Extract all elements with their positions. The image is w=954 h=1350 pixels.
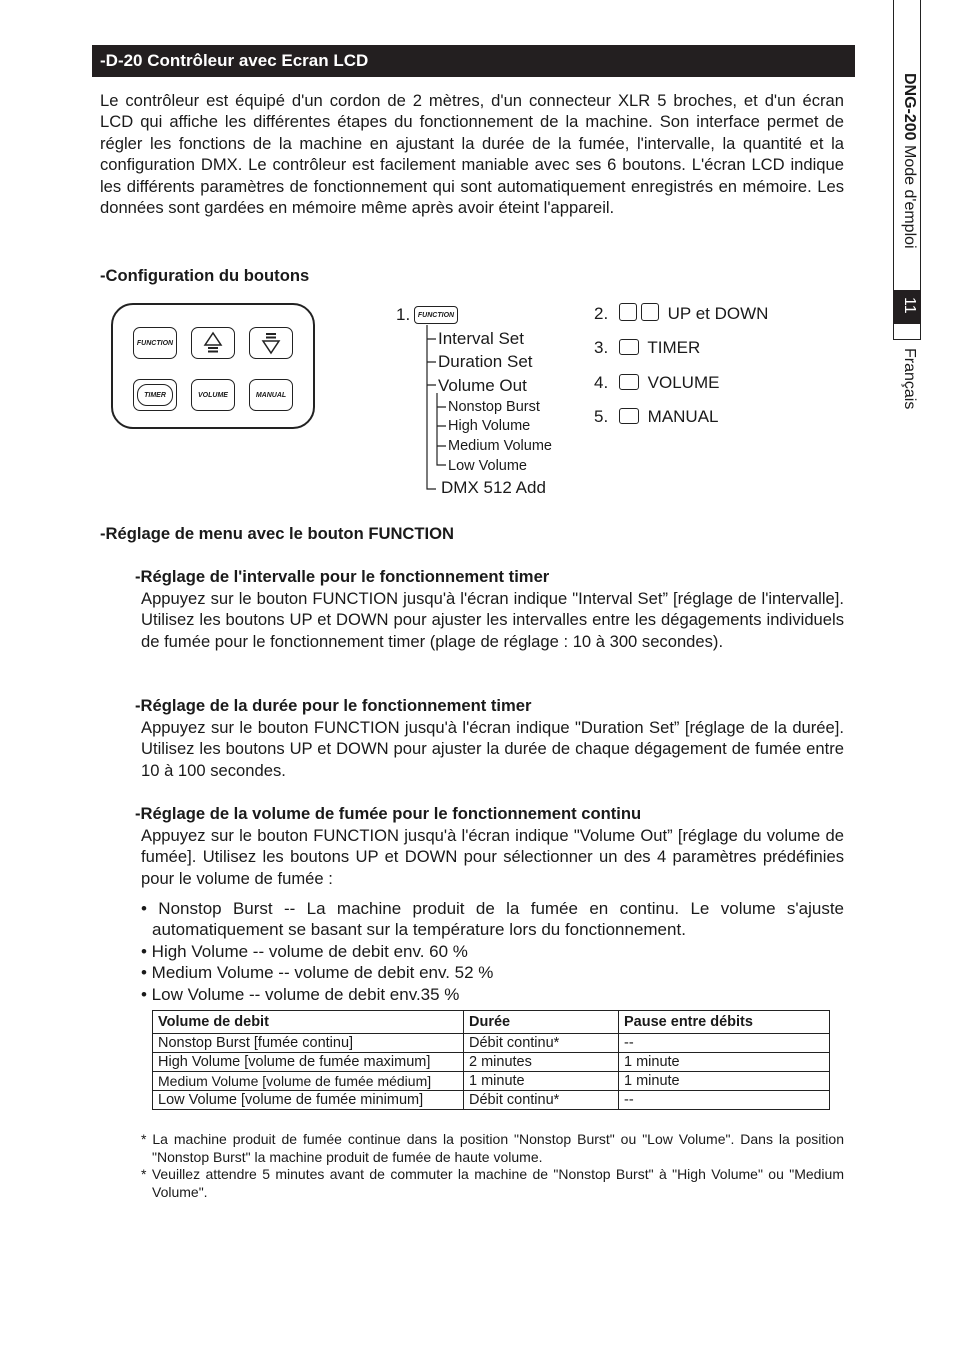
menu-heading: -Réglage de menu avec le bouton FUNCTION <box>100 524 455 543</box>
table-cell: 1 minute <box>619 1053 830 1072</box>
table-cell: -- <box>619 1034 830 1053</box>
table-row <box>153 1034 830 1053</box>
side-model: DNG-200 <box>901 73 918 141</box>
config-heading: -Configuration du boutons <box>100 266 310 285</box>
table-cell: 1 minute <box>464 1072 619 1091</box>
table-cell: Nonstop Burst [fumée continu] <box>153 1034 464 1053</box>
menu-item-volume-out: Volume Out <box>438 376 527 395</box>
section-interval-text: Appuyez sur le bouton FUNCTION jusqu'à l'écran indique "Interval Set” [réglage de l'intervalle]. Utilisez les boutons UP et DOWN pour ajuster les intervalles entre les dégagements individuels de fumée pour le fonctionnement timer (plage de réglage : 10 à 300 secondes). <box>141 589 844 651</box>
side-language: Français <box>901 348 918 410</box>
function-button-icon <box>133 327 177 359</box>
side-manual: Mode d'emploi <box>901 145 918 249</box>
bullet-medium-volume: • Medium Volume -- volume de debit env. 52 % <box>141 963 494 983</box>
down-button-icon <box>249 327 293 359</box>
volume-button-icon <box>191 379 235 411</box>
menu-item-interval-set: Interval Set <box>438 329 524 348</box>
table-row <box>153 1091 830 1110</box>
submenu-low-volume: Low Volume <box>448 458 527 474</box>
up-button-icon <box>191 327 235 359</box>
button-item-number: 4. <box>594 373 609 392</box>
side-model-manual <box>900 73 918 249</box>
submenu-high-volume: High Volume <box>448 418 531 434</box>
intro-paragraph: Le contrôleur est équipé d'un cordon de 2 mètres, d'un connecteur XLR 5 broches, et d'un écran LCD qui affiche les différentes étapes du fonctionnement de la machine. Son interface permet de régler les fonctions de la machine en ajustant la durée de la fumée, l'intervalle, la quantité et la configuration DMX. Le contrôleur est facilement maniable avec ses 6 boutons. L'écran LCD indique les différents paramètres de fonctionnement qui sont automatiquement enregistrés en mémoire. Les données sont gardées en mémoire même après avoir éteint l'appareil. <box>100 91 844 218</box>
volume-small-icon <box>619 374 639 390</box>
button-item-number: 3. <box>594 338 609 357</box>
table-cell: Medium Volume [volume de fumée médium] <box>153 1072 464 1091</box>
function-small-icon-label: FUNCTION <box>417 311 455 319</box>
table-header: Pause entre débits <box>619 1011 830 1034</box>
menu-item-dmx-512: DMX 512 Add <box>441 478 546 497</box>
button-item-label: VOLUME <box>647 373 720 392</box>
submenu-nonstop-burst: Nonstop Burst <box>448 399 540 415</box>
down-small-icon <box>641 303 659 321</box>
section-duration-text: Appuyez sur le bouton FUNCTION jusqu'à l'écran indique "Duration Set” [réglage de la durée]. Utilisez les boutons UP et DOWN pour ajuster la durée de chaque dégagement de fumée entre 10 à 100 secondes. <box>141 718 844 780</box>
table-header: Volume de debit <box>153 1011 464 1034</box>
manual-button-icon <box>249 379 293 411</box>
up-small-icon <box>619 303 637 321</box>
button-item-label: MANUAL <box>647 407 719 426</box>
table-row <box>153 1053 830 1072</box>
table-header-row <box>153 1011 830 1034</box>
function-menu-tree <box>396 303 586 503</box>
button-item-number: 5. <box>594 407 609 426</box>
button-item-up-down <box>594 303 768 324</box>
table-cell: High Volume [volume de fumée maximum] <box>153 1053 464 1072</box>
bullet-nonstop-burst: • Nonstop Burst -- La machine produit de la fumée en continu. Le volume s'ajuste automatiquement se basant sur la température lors du fonctionnement. <box>141 899 844 940</box>
button-item-label: TIMER <box>647 338 701 357</box>
footnote-2: * Veuillez attendre 5 minutes avant de commuter la machine de "Nonstop Burst" à "High Volume" ou "Medium Volume". <box>141 1166 844 1200</box>
button-item-label: UP et DOWN <box>667 304 769 323</box>
timer-oval <box>137 384 173 406</box>
bullet-low-volume: • Low Volume -- volume de debit env.35 % <box>141 984 460 1004</box>
button-item-timer <box>594 338 700 358</box>
function-button-label: FUNCTION <box>136 339 174 347</box>
footnotes <box>141 1131 844 1201</box>
up-arrow-icon <box>203 331 223 355</box>
volume-table <box>152 1010 830 1110</box>
side-legend <box>893 0 921 1350</box>
timer-button-label: TIMER <box>144 391 166 399</box>
section-volume-heading: -Réglage de la volume de fumée pour le fonctionnement continu <box>135 804 642 823</box>
tree-number: 1. <box>396 305 411 324</box>
manual-small-icon <box>619 408 639 424</box>
section-interval-heading: -Réglage de l'intervalle pour le fonctionnement timer <box>135 567 550 586</box>
section-duration-heading: -Réglage de la durée pour le fonctionnement timer <box>135 696 532 715</box>
submenu-medium-volume: Medium Volume <box>448 438 552 454</box>
button-item-volume <box>594 373 719 393</box>
button-item-manual <box>594 407 719 427</box>
timer-button-icon <box>133 379 177 411</box>
section-title: -D-20 Contrôleur avec Ecran LCD <box>92 45 855 77</box>
down-arrow-icon <box>261 331 281 355</box>
section-volume-text: Appuyez sur le bouton FUNCTION jusqu'à l'écran indique "Volume Out” [réglage du volume de fumée]. Utilisez les boutons UP et DOWN pour sélectionner un des 4 paramètres prédéfinies pour le volume de fumée : <box>141 826 844 888</box>
table-cell: 2 minutes <box>464 1053 619 1072</box>
table-cell: 1 minute <box>619 1072 830 1091</box>
bullet-list <box>141 898 844 1005</box>
table-cell: Débit continu* <box>464 1091 619 1110</box>
manual-button-label: MANUAL <box>255 391 287 399</box>
table-header: Durée <box>464 1011 619 1034</box>
menu-item-duration-set: Duration Set <box>438 352 533 371</box>
footnote-1: * La machine produit de fumée continue dans la position "Nonstop Burst" ou "Low Volume". Dans la position "Nonstop Burst" la machine produit de fumée de haute volume. <box>141 1131 844 1165</box>
button-item-number: 2. <box>594 304 609 323</box>
bullet-high-volume: • High Volume -- volume de debit env. 60 % <box>141 941 468 961</box>
side-page-number: 11 <box>901 297 918 314</box>
table-cell: Débit continu* <box>464 1034 619 1053</box>
controller-illustration <box>111 303 315 429</box>
timer-small-icon <box>619 339 639 355</box>
volume-button-label: VOLUME <box>198 391 228 399</box>
table-cell: Low Volume [volume de fumée minimum] <box>153 1091 464 1110</box>
table-row <box>153 1072 830 1091</box>
table-cell: -- <box>619 1091 830 1110</box>
